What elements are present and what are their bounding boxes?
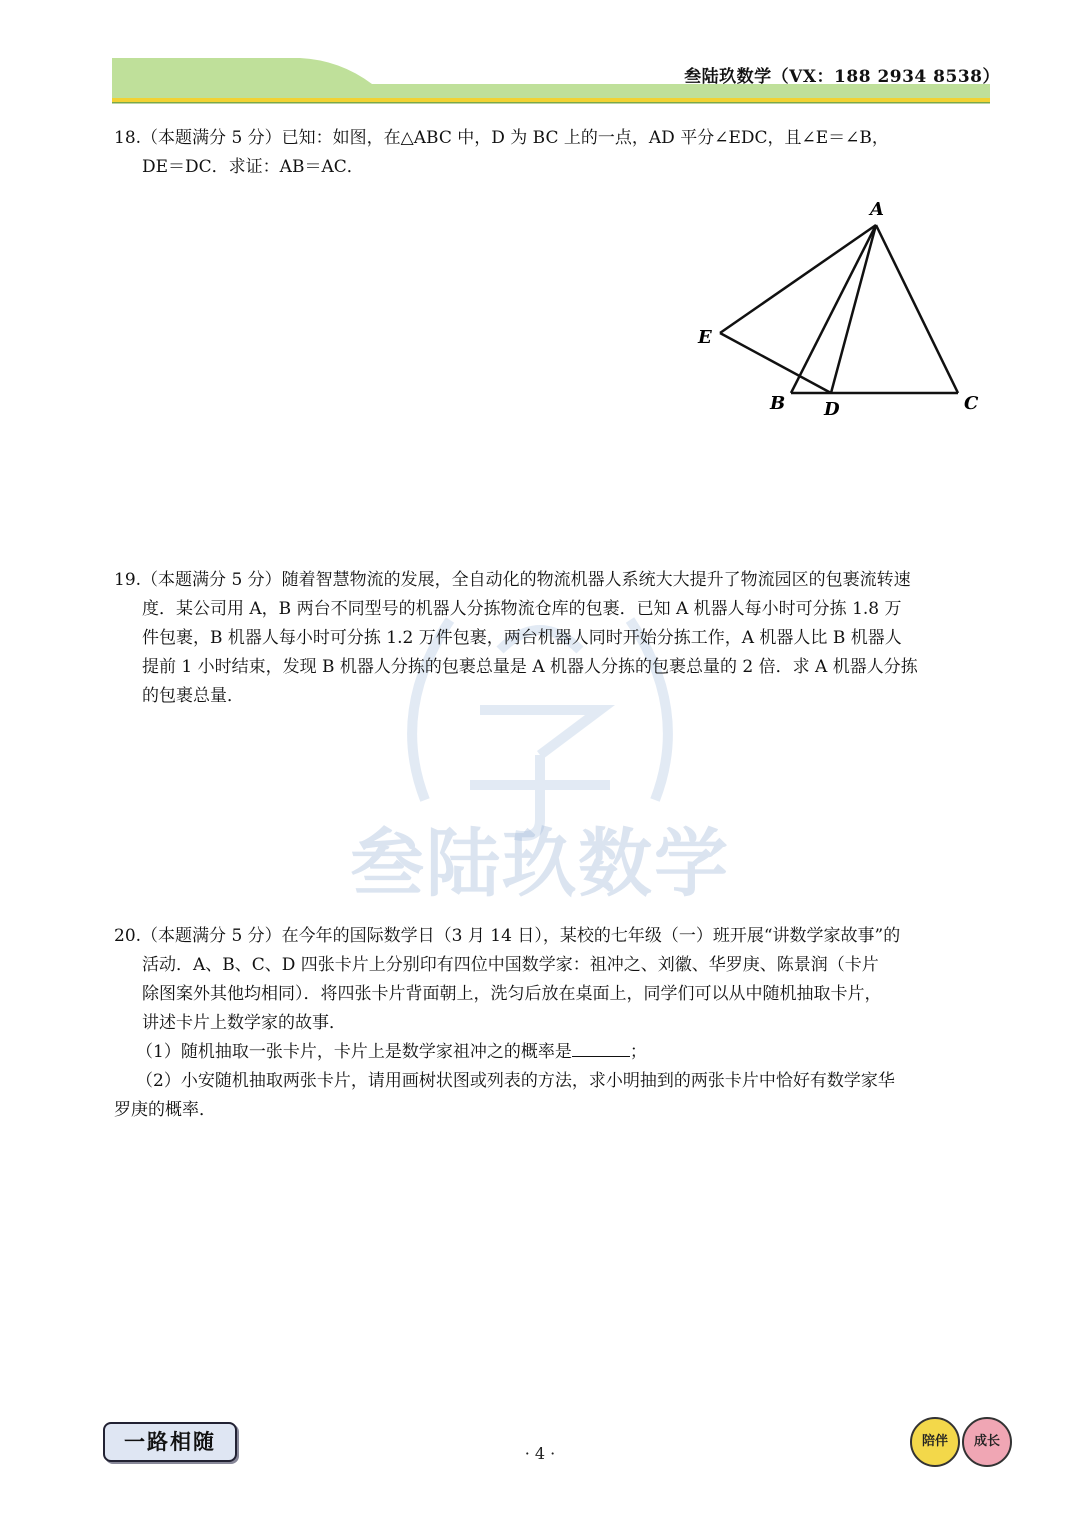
triangle-figure — [690, 195, 990, 425]
part-1-line — [114, 1038, 999, 1067]
problem-text-line: DE＝DC．求证：AB＝AC． — [142, 157, 364, 177]
problem-text-line: 20.（本题满分 5 分）在今年的国际数学日（3 月 14 日），某校的七年级（一）班开展“讲数学家故事”的 — [114, 926, 901, 946]
problem-text-line: 提前 1 小时结束，发现 B 机器人分拣的包裹总量是 A 机器人分拣的包裹总量的 2 倍．求 A 机器人分拣 — [142, 657, 918, 677]
problem-text-line: 的包裹总量． — [142, 686, 244, 706]
problem-text-line: 度．某公司用 A，B 两台不同型号的机器人分拣物流仓库的包裹．已知 A 机器人每小时可分拣 1.8 万 — [142, 599, 902, 619]
label-e: E — [698, 327, 712, 348]
part-1-suffix: ； — [629, 1042, 647, 1062]
line-ac — [876, 225, 958, 393]
problem-text-line: 除图案外其他均相同）．将四张卡片背面朝上，洗匀后放在桌面上，同学们可以从中随机抽取卡片， — [142, 984, 882, 1004]
brand-title: 叁陆玖数学（VX：188 2934 8538） — [684, 67, 1000, 87]
line-ab — [791, 225, 876, 393]
label-a: A — [870, 199, 884, 220]
problem-20 — [114, 922, 999, 1125]
label-c: C — [964, 393, 979, 414]
problem-text-line: 讲述卡片上数学家的故事． — [142, 1013, 346, 1033]
page-number: · 4 · — [524, 1444, 556, 1463]
problem-18 — [114, 124, 999, 182]
badge-growth: 成长 — [962, 1417, 1012, 1467]
part-1-text: （1）随机抽取一张卡片，卡片上是数学家祖冲之的概率是 — [136, 1042, 572, 1062]
badge-companion: 陪伴 — [910, 1417, 960, 1467]
problem-text-line: 活动．A、B、C、D 四张卡片上分别印有四位中国数学家：祖冲之、刘徽、华罗庚、陈景润（卡片 — [142, 955, 879, 975]
problem-19 — [114, 566, 999, 711]
part-2-line: 罗庚的概率． — [114, 1100, 216, 1120]
answer-blank — [572, 1038, 630, 1057]
label-d: D — [824, 399, 840, 420]
problem-text-line: 件包裹，B 机器人每小时可分拣 1.2 万件包裹，两台机器人同时开始分拣工作，A 机器人比 B 机器人 — [142, 628, 902, 648]
watermark-text: 叁陆玖数学 — [350, 821, 730, 907]
header-banner — [0, 0, 1080, 120]
problem-text-line: 19.（本题满分 5 分）随着智慧物流的发展，全自动化的物流机器人系统大大提升了物流园区的包裹流转速 — [114, 570, 911, 590]
label-b: B — [770, 393, 786, 414]
problem-text-line: 18.（本题满分 5 分）已知：如图，在△ABC 中，D 为 BC 上的一点，AD 平分∠EDC，且∠E＝∠B， — [114, 128, 889, 148]
line-ed — [720, 333, 831, 393]
part-2-line: （2）小安随机抽取两张卡片，请用画树状图或列表的方法，求小明抽到的两张卡片中恰好有数学家华 — [136, 1071, 895, 1091]
footer-label: 一路相随 — [103, 1422, 237, 1462]
